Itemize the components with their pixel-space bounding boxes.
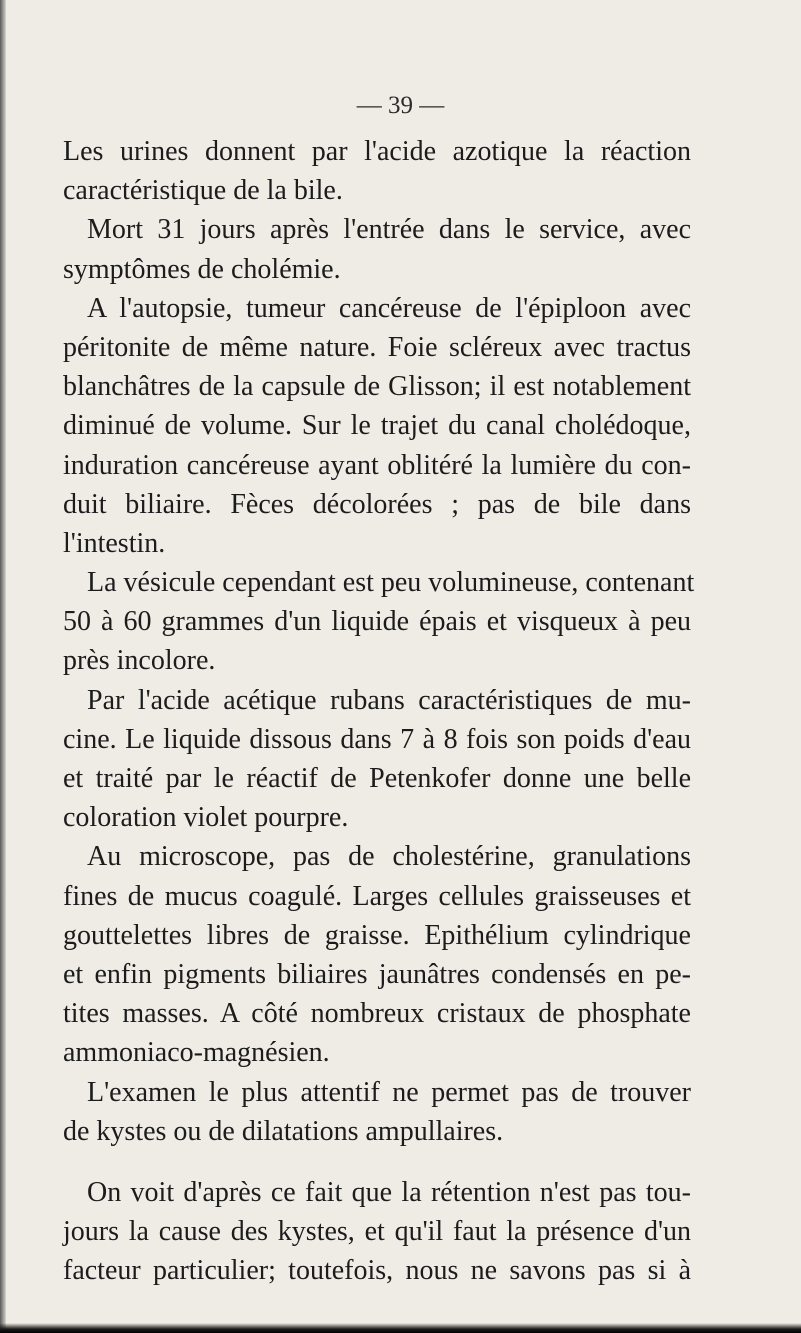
text-line: Les urines donnent par l'acide azotique la réaction: [63, 136, 691, 167]
text-line: de kystes ou de dilatations ampullaires.: [63, 1115, 504, 1147]
text-line: caractéristique de la bile.: [63, 175, 343, 207]
text-line: coloration violet pourpre.: [63, 802, 349, 834]
text-line: Au microscope, pas de cholestérine, granulations: [87, 841, 691, 873]
text-line: On voit d'après ce fait que la rétention n'est pas tou-: [87, 1176, 691, 1208]
text-line: duit biliaire. Fèces décolorées ; pas de bile dans: [63, 488, 691, 520]
text-line: ammoniaco-magnésien.: [63, 1037, 330, 1069]
text-line: Par l'acide acétique rubans caractéristiques de mu-: [87, 684, 691, 716]
text-line: près incolore.: [63, 645, 216, 677]
body-text: [63, 132, 695, 1290]
text-line: l'intestin.: [63, 527, 166, 559]
text-line: et enfin pigments biliaires jaunâtres condensés en pe-: [63, 958, 691, 990]
text-line: A l'autopsie, tumeur cancéreuse de l'épiploon avec: [87, 292, 691, 324]
text-line: gouttelettes libres de graisse. Epithélium cylindrique: [63, 919, 691, 951]
page-bottom-edge: [0, 1323, 801, 1333]
text-line: fines de mucus coagulé. Larges cellules graisseuses et: [63, 880, 691, 912]
paragraph-gap: [63, 1151, 691, 1173]
text-line: Mort 31 jours après l'entrée dans le service, avec: [87, 214, 691, 246]
page-number: — 39 —: [356, 92, 445, 119]
text-line: facteur particulier; toutefois, nous ne savons pas si à: [63, 1255, 691, 1287]
text-line: blanchâtres de la capsule de Glisson; il est notablement: [63, 371, 691, 403]
text-line: et traité par le réactif de Petenkofer donne une belle: [63, 763, 691, 794]
text-line: La vésicule cependant est peu volumineuse, contenant: [87, 567, 695, 599]
text-line: péritonite de même nature. Foie scléreux avec tractus: [63, 331, 691, 363]
text-line: cine. Le liquide dissous dans 7 à 8 fois son poids d'eau: [63, 723, 691, 755]
text-line: L'examen le plus attentif ne permet pas de trouver: [87, 1076, 691, 1108]
text-line: induration cancéreuse ayant oblitéré la lumière du con-: [63, 449, 691, 481]
page-binding-edge: [0, 0, 6, 1333]
text-line: 50 à 60 grammes d'un liquide épais et visqueux à peu: [63, 606, 691, 638]
text-line: jours la cause des kystes, et qu'il faut la présence d'un: [63, 1216, 691, 1248]
text-line: tites masses. A côté nombreux cristaux de phosphate: [63, 998, 691, 1030]
text-line: symptômes de cholémie.: [63, 253, 341, 285]
text-line: diminué de volume. Sur le trajet du canal cholédoque,: [63, 410, 691, 442]
